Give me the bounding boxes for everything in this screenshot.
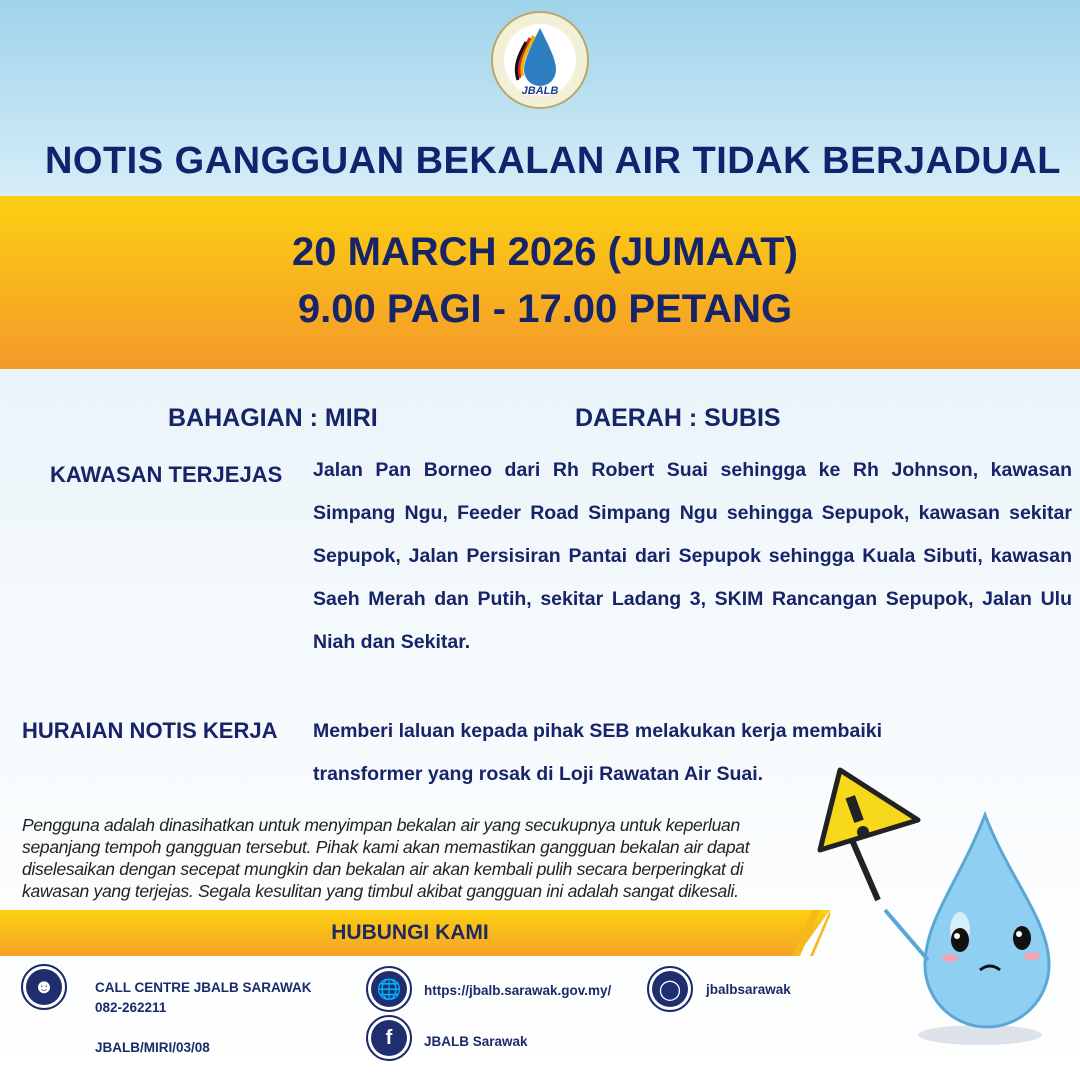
website-link[interactable]: https://jbalb.sarawak.gov.my/ (424, 983, 612, 998)
warning-sign-icon (820, 770, 918, 900)
call-centre-label: CALL CENTRE JBALB SARAWAK (95, 980, 312, 995)
time-line: 9.00 PAGI - 17.00 PETANG (297, 287, 793, 331)
daerah: DAERAH : SUBIS (575, 404, 781, 432)
facebook-icon: f (366, 1015, 412, 1061)
bahagian: BAHAGIAN : MIRI (168, 404, 378, 432)
user-icon: ☻ (21, 964, 67, 1010)
reference-number: JBALB/MIRI/03/08 (95, 1040, 210, 1055)
schedule-band (0, 196, 1080, 369)
water-drop-mascot (800, 760, 1080, 1080)
jbalb-logo (490, 10, 590, 110)
facebook-link[interactable]: JBALB Sarawak (424, 1034, 528, 1049)
kawasan-text: Jalan Pan Borneo dari Rh Robert Suai sehingga ke Rh Johnson, kawasan Simpang Ngu, Feeder Road Simpang Ngu sehingga Sepupok, kawasan sekitar Sepupok, Jalan Persisiran Pantai dari Sepupok sehingga Kuala Sibuti, kawasan Saeh Merah dan Putih, sekitar Ladang 3, SKIM Rancangan Sepupok, Jalan Ulu Niah dan Sekitar. (313, 459, 1072, 653)
contact-heading: HUBUNGI KAMI (331, 921, 489, 944)
date-line: 20 MARCH 2026 (JUMAAT) (291, 230, 798, 274)
svg-text:JBALB: JBALB (521, 85, 559, 97)
huraian-label: HURAIAN NOTIS KERJA (22, 718, 278, 743)
globe-icon: 🌐 (366, 966, 412, 1012)
kawasan-label: KAWASAN TERJEJAS (50, 462, 283, 487)
disclaimer: Pengguna adalah dinasihatkan untuk menyimpan bekalan air yang secukupnya untuk keperluan sepanjang tempoh gangguan tersebut. Pihak kami akan memastikan gangguan bekalan air dapat diselesaikan dengan secepat mungkin dan bekalan air akan kembali pulih secara berperingkat di kawasan yang terjejas. Segala kesulitan yang timbul akibat gangguan ini adalah sangat dikesali. (22, 815, 750, 901)
page-title: NOTIS GANGGUAN BEKALAN AIR TIDAK BERJADUAL (44, 140, 1062, 182)
instagram-link[interactable]: jbalbsarawak (706, 982, 791, 997)
phone-number: 082-262211 (95, 1000, 167, 1015)
instagram-icon: ◯ (647, 966, 693, 1012)
huraian-text: Memberi laluan kepada pihak SEB melakukan kerja membaiki transformer yang rosak di Loji Rawatan Air Suai. (313, 720, 882, 785)
